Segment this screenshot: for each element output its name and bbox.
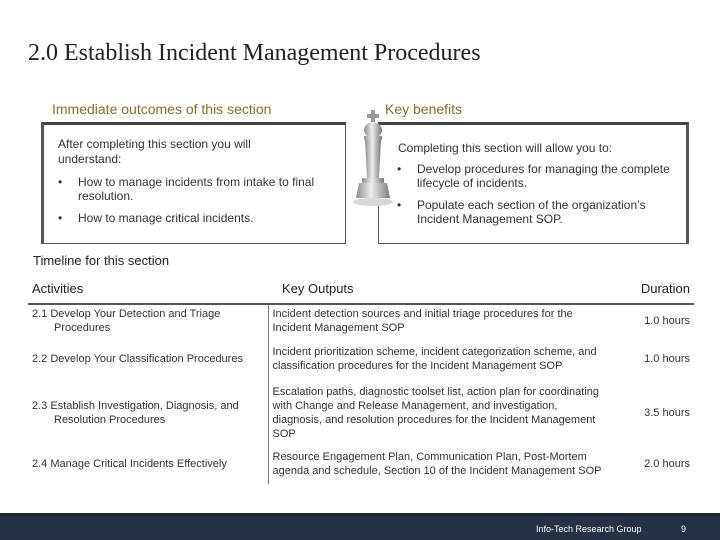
- page-number: 9: [681, 524, 687, 534]
- benefits-heading: Key benefits: [385, 101, 463, 117]
- table-row: [28, 382, 694, 444]
- table-row: [28, 336, 694, 382]
- duration-cell: 1.0 hours: [644, 353, 690, 365]
- slide-title: 2.0 Establish Incident Management Procedures: [28, 40, 481, 66]
- output-cell: Incident detection sources and initial triage procedures for the Incident Management SOP: [268, 304, 613, 336]
- chess-king-icon: [350, 108, 396, 208]
- outcomes-list: [56, 175, 326, 233]
- outcomes-intro: After completing this section you will understand:: [58, 137, 251, 166]
- activity-cell: 2.3 Establish Investigation, Diagnosis, and Resolution Procedures: [32, 400, 239, 426]
- footer-company: Info-Tech Research Group: [536, 524, 642, 534]
- duration-cell: 1.0 hours: [644, 314, 690, 327]
- table-row: [28, 304, 694, 336]
- outcome-item: • How to manage critical incidents.: [56, 211, 326, 225]
- timeline-heading: Timeline for this section: [33, 253, 170, 268]
- table-row: [28, 444, 694, 484]
- table-header-row: [28, 274, 694, 304]
- benefit-item: • Develop procedures for managing the complete lifecycle of incidents.: [395, 162, 680, 190]
- output-cell: Incident prioritization scheme, incident categorization scheme, and classification procedures for the Incident Management SOP: [268, 336, 613, 382]
- column-header-duration: Duration: [613, 274, 694, 304]
- benefits-intro: Completing this section will allow you to:: [398, 141, 613, 155]
- column-header-activities: Activities: [28, 274, 268, 304]
- output-cell: Resource Engagement Plan, Communication Plan, Post-Mortem agenda and schedule, Section 10 of the Incident Management SOP: [268, 444, 613, 484]
- benefits-list: [395, 162, 680, 234]
- column-header-outputs: Key Outputs: [268, 274, 613, 304]
- output-cell: Escalation paths, diagnostic toolset list, action plan for coordinating with Change and Release Management, and investigation, diagnosis, and resolution procedures for the Incident Management SOP: [268, 382, 613, 444]
- outcome-item: • How to manage incidents from intake to final resolution.: [56, 175, 326, 203]
- outcomes-heading: Immediate outcomes of this section: [52, 101, 272, 117]
- benefit-item: • Populate each section of the organization’s Incident Management SOP.: [395, 198, 680, 226]
- footer-bar: [0, 513, 720, 540]
- timeline-table: [28, 274, 694, 484]
- duration-cell: 3.5 hours: [644, 407, 690, 419]
- activity-cell: 2.1 Develop Your Detection and Triage Procedures: [32, 307, 221, 334]
- activity-cell: 2.4 Manage Critical Incidents Effectively: [32, 458, 227, 470]
- duration-cell: 2.0 hours: [644, 458, 690, 470]
- activity-cell: 2.2 Develop Your Classification Procedures: [32, 353, 243, 365]
